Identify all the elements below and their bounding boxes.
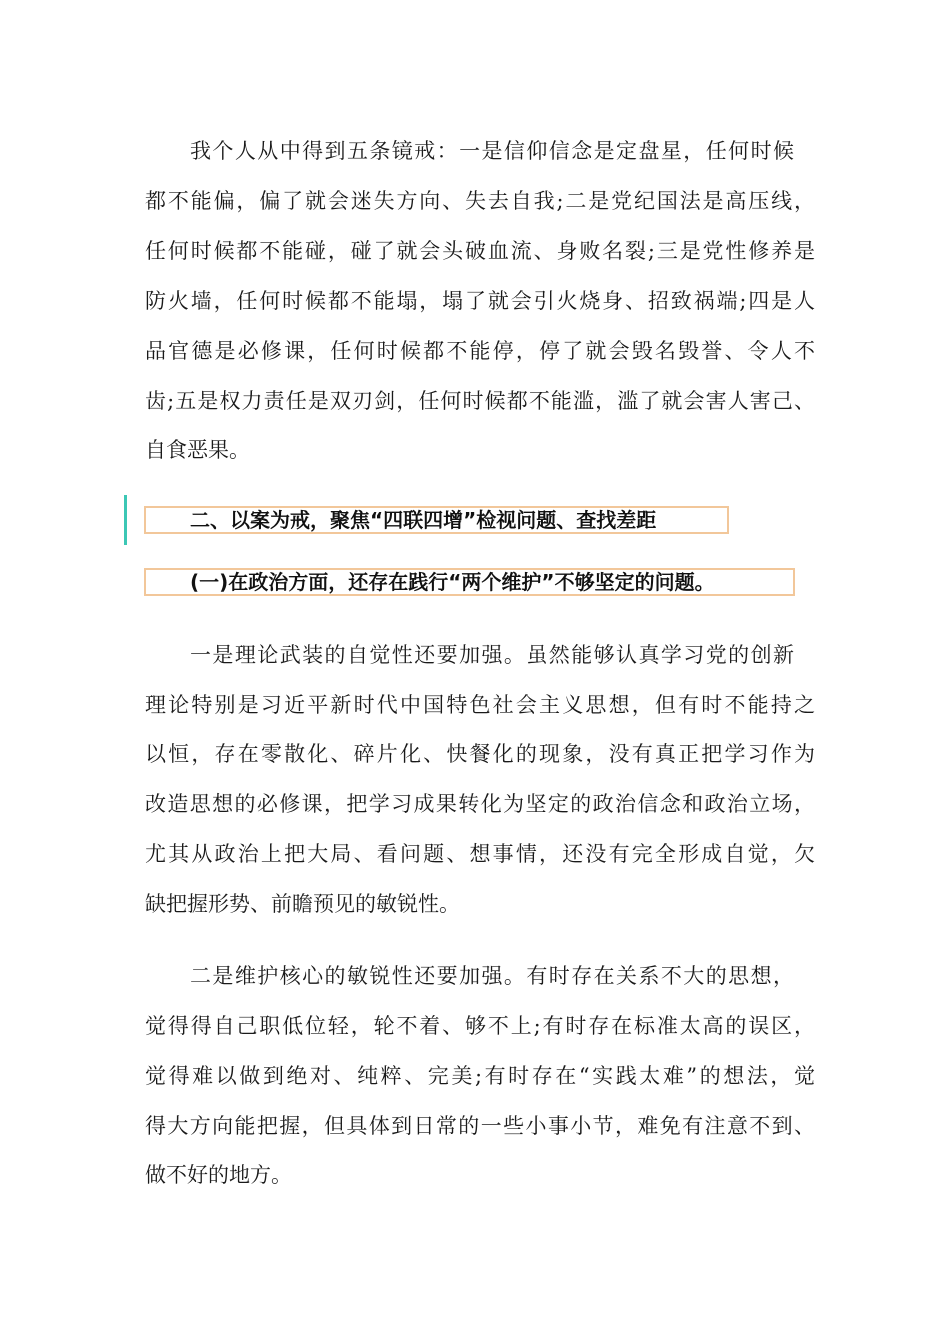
paragraph-line: 品官德是必修课，任何时候都不能停，停了就会毁名毁誉、令人不 (145, 339, 815, 363)
paragraph-line: 防火墙，任何时候都不能塌，塌了就会引火烧身、招致祸端;四是人 (145, 289, 815, 313)
paragraph-line: 任何时候都不能碰，碰了就会头破血流、身败名裂;三是党性修养是 (145, 239, 815, 263)
paragraph-line: 得大方向能把握，但具体到日常的一些小事小节，难免有注意不到、 (145, 1114, 815, 1138)
paragraph-line: 缺把握形势、前瞻预见的敏锐性。 (145, 892, 460, 916)
paragraph-line: 改造思想的必修课，把学习成果转化为坚定的政治信念和政治立场， (145, 792, 815, 816)
paragraph-line: 觉得难以做到绝对、纯粹、完美;有时存在“实践太难”的想法，觉 (145, 1064, 815, 1088)
paragraph-line: 齿;五是权力责任是双刃剑，任何时候都不能滥，滥了就会害人害己、 (145, 389, 815, 413)
heading-accent-bar (124, 495, 127, 545)
paragraph-line: 理论特别是习近平新时代中国特色社会主义思想，但有时不能持之 (145, 693, 815, 717)
paragraph-line: 我个人从中得到五条镜戒：一是信仰信念是定盘星，任何时候 (190, 139, 794, 163)
paragraph-line: 都不能偏，偏了就会迷失方向、失去自我;二是党纪国法是高压线， (145, 189, 815, 213)
paragraph-line: 做不好的地方。 (145, 1163, 292, 1187)
paragraph-line: 一是理论武装的自觉性还要加强。虽然能够认真学习党的创新 (190, 643, 794, 667)
section-heading: 二、以案为戒，聚焦“四联四增”检视问题、查找差距 (190, 508, 657, 532)
subheading: (一)在政治方面，还存在践行“两个维护”不够坚定的问题。 (190, 570, 715, 594)
paragraph-line: 以恒，存在零散化、碎片化、快餐化的现象，没有真正把学习作为 (145, 742, 815, 766)
paragraph-line: 尤其从政治上把大局、看问题、想事情，还没有完全形成自觉，欠 (145, 842, 815, 866)
paragraph-line: 觉得得自己职低位轻，轮不着、够不上;有时存在标准太高的误区， (145, 1014, 815, 1038)
paragraph-line: 二是维护核心的敏锐性还要加强。有时存在关系不大的思想， (190, 964, 794, 988)
paragraph-line: 自食恶果。 (145, 438, 250, 462)
